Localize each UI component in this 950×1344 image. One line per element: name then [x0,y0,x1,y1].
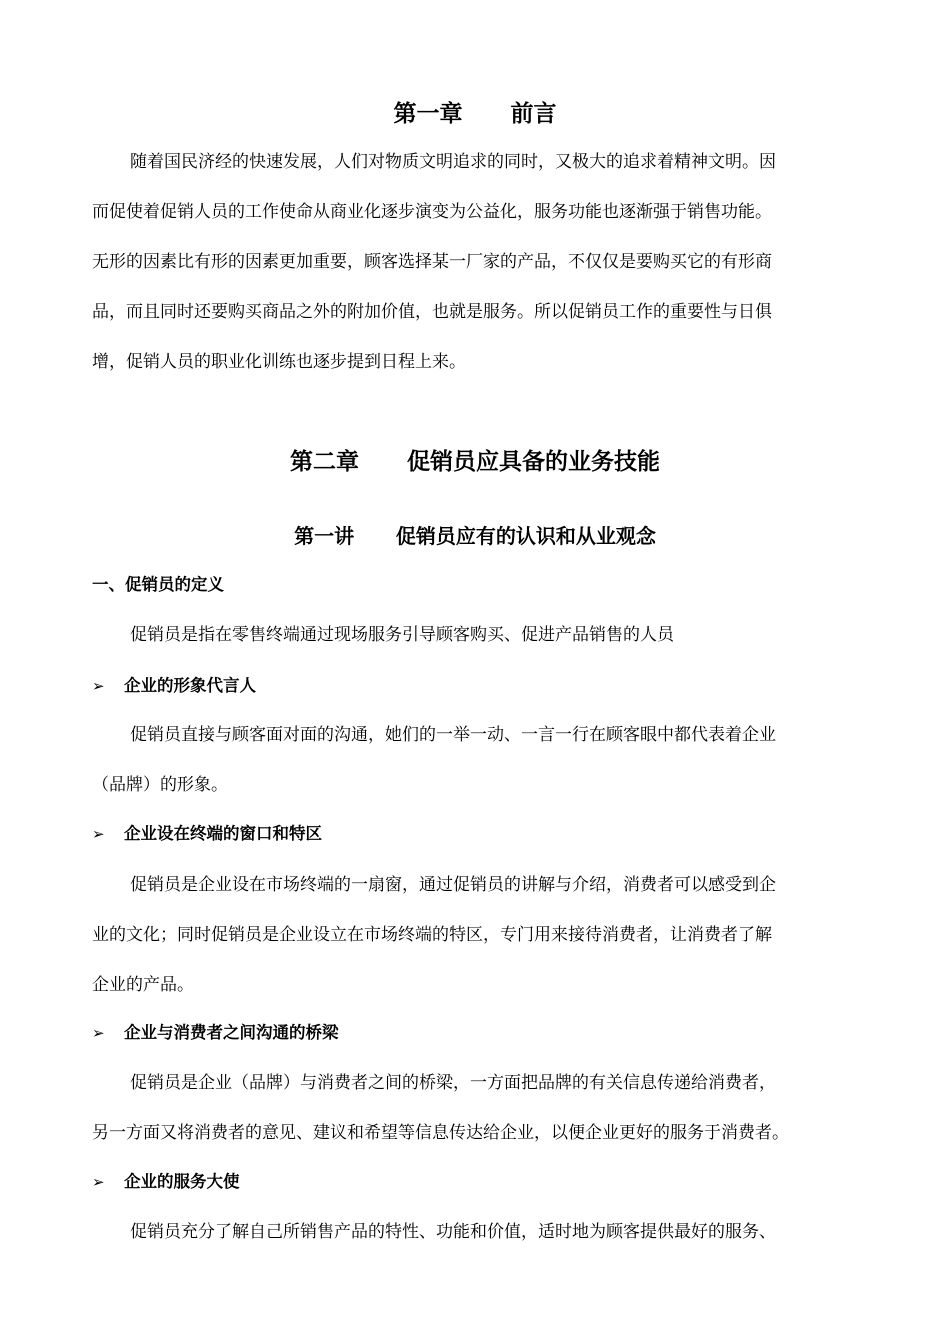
bullet-heading [92,822,322,846]
bullet-paragraph [92,710,860,810]
arrow-bullet-icon: ➢ [92,677,105,695]
section-1-heading: 一、促销员的定义 [92,575,224,594]
bullet-heading [92,674,256,698]
paragraph-line: 增，促销人员的职业化训练也逐步提到日程上来。 [92,352,466,372]
paragraph-line: 企业的产品。 [92,975,194,995]
bullet-paragraph [92,1058,860,1158]
bullet-title: 企业设在终端的窗口和特区 [124,824,322,843]
bullet-heading [92,1021,339,1045]
section-1-paragraph [92,610,860,660]
paragraph-line: 促销员是企业设在市场终端的一扇窗，通过促销员的讲解与介绍，消费者可以感受到企 [130,875,776,895]
arrow-bullet-icon: ➢ [92,1173,105,1191]
paragraph-line: 业的文化；同时促销员是企业设立在市场终端的特区，专门用来接待消费者，让消费者了解 [92,925,772,945]
paragraph-line: 品，而且同时还要购买商品之外的附加价值，也就是服务。所以促销员工作的重要性与日俱 [92,302,772,322]
paragraph-line: 促销员是企业（品牌）与消费者之间的桥梁，一方面把品牌的有关信息传递给消费者， [130,1073,776,1093]
chapter-2-title: 第二章 促销员应具备的业务技能 [289,449,661,475]
chapter-1-title: 第一章 前言 [393,101,557,127]
paragraph-line: （品牌）的形象。 [92,775,228,795]
paragraph-line: 另一方面又将消费者的意见、建议和希望等信息传达给企业，以便企业更好的服务于消费者。 [92,1123,789,1143]
paragraph-line: 促销员是指在零售终端通过现场服务引导顾客购买、促进产品销售的人员 [130,625,674,645]
arrow-bullet-icon: ➢ [92,825,105,843]
paragraph-line: 促销员直接与顾客面对面的沟通，她们的一举一动、一言一行在顾客眼中都代表着企业 [130,725,776,745]
bullet-title: 企业的形象代言人 [124,676,256,695]
bullet-title: 企业与消费者之间沟通的桥梁 [124,1023,339,1042]
paragraph-line: 随着国民济经的快速发展，人们对物质文明追求的同时，又极大的追求着精神文明。因 [130,152,776,172]
paragraph-line: 无形的因素比有形的因素更加重要，顾客选择某一厂家的产品，不仅仅是要购买它的有形商 [92,252,772,272]
bullet-paragraph [92,1207,860,1257]
bullet-paragraph [92,860,860,1010]
paragraph-line: 促销员充分了解自己所销售产品的特性、功能和价值，适时地为顾客提供最好的服务、 [130,1222,776,1242]
lecture-1-title: 第一讲 促销员应有的认识和从业观念 [294,524,656,548]
arrow-bullet-icon: ➢ [92,1024,105,1042]
bullet-title: 企业的服务大使 [124,1172,240,1191]
chapter-1-paragraph [92,137,860,387]
paragraph-line: 而促使着促销人员的工作使命从商业化逐步演变为公益化，服务功能也逐渐强于销售功能。 [92,202,772,222]
bullet-heading [92,1170,240,1194]
